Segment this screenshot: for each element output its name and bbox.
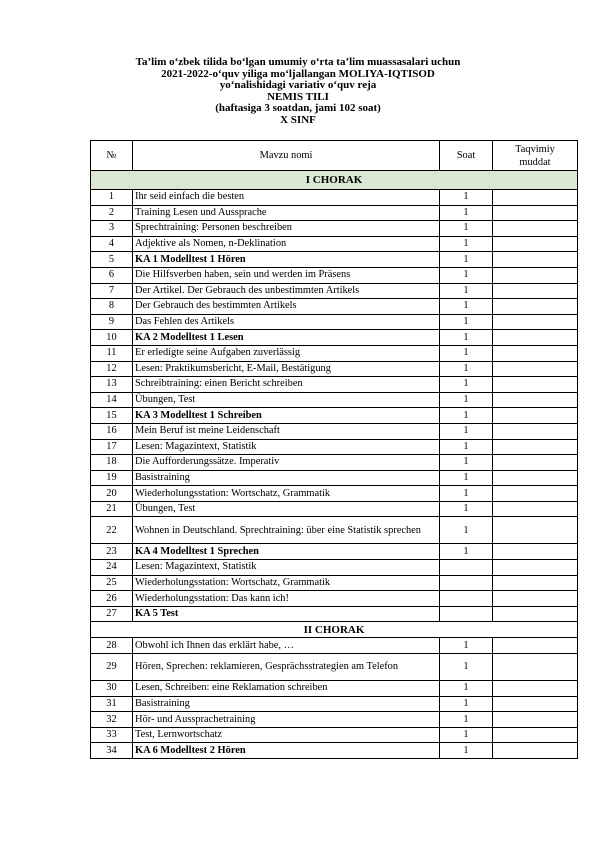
row-topic: Übungen, Test <box>133 501 440 517</box>
header-deadline-line1: Taqvimiy <box>515 143 555 155</box>
row-hours: 1 <box>440 486 493 502</box>
table-row <box>91 361 578 377</box>
table-row <box>91 190 578 206</box>
row-deadline <box>493 236 578 252</box>
table-row <box>91 560 578 576</box>
row-deadline <box>493 517 578 544</box>
table-row <box>91 575 578 591</box>
quarter-2-row <box>91 622 578 638</box>
row-deadline <box>493 606 578 622</box>
table-row <box>91 423 578 439</box>
row-number: 27 <box>91 606 133 622</box>
row-deadline <box>493 221 578 237</box>
document-header <box>0 57 596 127</box>
row-hours: 1 <box>440 501 493 517</box>
row-topic: Wiederholungsstation: Wortschatz, Grammatik <box>133 486 440 502</box>
row-topic: Sprechtraining: Personen beschreiben <box>133 221 440 237</box>
row-hours: 1 <box>440 267 493 283</box>
row-hours: 1 <box>440 330 493 346</box>
table-row <box>91 501 578 517</box>
row-deadline <box>493 330 578 346</box>
row-deadline <box>493 392 578 408</box>
row-deadline <box>493 560 578 576</box>
curriculum-table <box>90 140 578 759</box>
row-number: 19 <box>91 470 133 486</box>
row-number: 4 <box>91 236 133 252</box>
row-topic: Basistraining <box>133 470 440 486</box>
row-hours: 1 <box>440 654 493 681</box>
row-topic: Die Aufforderungssätze. Imperativ <box>133 455 440 471</box>
row-deadline <box>493 455 578 471</box>
table-row <box>91 267 578 283</box>
row-deadline <box>493 252 578 268</box>
row-deadline <box>493 408 578 424</box>
table-row <box>91 283 578 299</box>
row-hours <box>440 560 493 576</box>
row-topic: Lesen, Schreiben: eine Reklamation schreiben <box>133 681 440 697</box>
header-hours-col: Soat <box>440 141 493 171</box>
row-topic: Wiederholungsstation: Das kann ich! <box>133 591 440 607</box>
table-row <box>91 638 578 654</box>
table-row <box>91 712 578 728</box>
row-topic: Lesen: Magazintext, Statistik <box>133 439 440 455</box>
row-hours: 1 <box>440 470 493 486</box>
row-number: 17 <box>91 439 133 455</box>
row-number: 22 <box>91 517 133 544</box>
row-deadline <box>493 544 578 560</box>
row-number: 25 <box>91 575 133 591</box>
row-number: 7 <box>91 283 133 299</box>
row-deadline <box>493 361 578 377</box>
header-deadline-line2: muddat <box>519 156 551 168</box>
header-hours: (haftasiga 3 soatdan, jami 102 soat) <box>215 102 381 115</box>
header-line-1: Ta’lim o‘zbek tilida bo‘lgan umumiy o‘rta ta’lim muassasalari uchun <box>135 56 461 68</box>
row-hours: 1 <box>440 314 493 330</box>
row-topic: Er erledigte seine Aufgaben zuverlässig <box>133 345 440 361</box>
quarter-1-label: I CHORAK <box>91 171 578 190</box>
row-deadline <box>493 439 578 455</box>
row-hours: 1 <box>440 517 493 544</box>
row-hours: 1 <box>440 743 493 759</box>
row-hours: 1 <box>440 408 493 424</box>
row-number: 13 <box>91 377 133 393</box>
row-number: 14 <box>91 392 133 408</box>
table-row <box>91 681 578 697</box>
table-header-row <box>91 141 578 171</box>
row-number: 6 <box>91 267 133 283</box>
row-number: 11 <box>91 345 133 361</box>
header-deadline <box>493 141 578 171</box>
row-deadline <box>493 267 578 283</box>
table-row <box>91 439 578 455</box>
row-number: 26 <box>91 591 133 607</box>
header-topic: Mavzu nomi <box>133 141 440 171</box>
row-number: 15 <box>91 408 133 424</box>
row-hours: 1 <box>440 190 493 206</box>
row-topic: Test, Lernwortschatz <box>133 727 440 743</box>
row-topic: Lesen: Magazintext, Statistik <box>133 560 440 576</box>
table-row <box>91 299 578 315</box>
table-row <box>91 205 578 221</box>
row-hours: 1 <box>440 681 493 697</box>
row-number: 31 <box>91 696 133 712</box>
row-hours: 1 <box>440 236 493 252</box>
row-deadline <box>493 696 578 712</box>
row-number: 34 <box>91 743 133 759</box>
row-number: 30 <box>91 681 133 697</box>
row-hours: 1 <box>440 423 493 439</box>
row-number: 29 <box>91 654 133 681</box>
row-deadline <box>493 727 578 743</box>
table-row <box>91 470 578 486</box>
row-number: 33 <box>91 727 133 743</box>
row-topic: Training Lesen und Aussprache <box>133 205 440 221</box>
row-topic: Lesen: Praktikumsbericht, E-Mail, Bestätigung <box>133 361 440 377</box>
row-number: 20 <box>91 486 133 502</box>
row-topic: Mein Beruf ist meine Leidenschaft <box>133 423 440 439</box>
row-deadline <box>493 283 578 299</box>
header-line-2: 2021-2022-o‘quv yiliga mo‘ljallangan MOLIYA-IQTISOD <box>161 67 435 80</box>
row-hours: 1 <box>440 345 493 361</box>
table-row <box>91 486 578 502</box>
row-number: 21 <box>91 501 133 517</box>
row-number: 5 <box>91 252 133 268</box>
quarter-2-label: II CHORAK <box>91 622 578 638</box>
row-hours: 1 <box>440 727 493 743</box>
row-deadline <box>493 743 578 759</box>
table-row <box>91 330 578 346</box>
row-topic: Hör- und Aussprachetraining <box>133 712 440 728</box>
row-topic: Die Hilfsverben haben, sein und werden im Präsens <box>133 267 440 283</box>
row-hours: 1 <box>440 361 493 377</box>
table-row <box>91 314 578 330</box>
row-topic: Das Fehlen des Artikels <box>133 314 440 330</box>
row-deadline <box>493 501 578 517</box>
row-topic: Der Artikel. Der Gebrauch des unbestimmten Artikels <box>133 283 440 299</box>
row-topic: Übungen, Test <box>133 392 440 408</box>
row-deadline <box>493 486 578 502</box>
row-number: 16 <box>91 423 133 439</box>
row-hours: 1 <box>440 377 493 393</box>
row-topic: Ihr seid einfach die besten <box>133 190 440 206</box>
row-topic: Wiederholungsstation: Wortschatz, Grammatik <box>133 575 440 591</box>
table-row <box>91 591 578 607</box>
row-number: 2 <box>91 205 133 221</box>
row-deadline <box>493 712 578 728</box>
row-deadline <box>493 299 578 315</box>
row-deadline <box>493 575 578 591</box>
table-row <box>91 408 578 424</box>
table-row <box>91 517 578 544</box>
row-hours: 1 <box>440 205 493 221</box>
row-deadline <box>493 591 578 607</box>
table-row <box>91 377 578 393</box>
row-topic: Basistraining <box>133 696 440 712</box>
row-number: 18 <box>91 455 133 471</box>
row-deadline <box>493 205 578 221</box>
row-hours: 1 <box>440 221 493 237</box>
row-topic: KA 5 Test <box>133 606 440 622</box>
row-hours <box>440 606 493 622</box>
quarter-1-row <box>91 171 578 190</box>
row-deadline <box>493 681 578 697</box>
table-row <box>91 392 578 408</box>
row-hours: 1 <box>440 712 493 728</box>
row-topic: Der Gebrauch des bestimmten Artikels <box>133 299 440 315</box>
row-hours: 1 <box>440 299 493 315</box>
header-subject: NEMIS TILI <box>267 90 329 103</box>
row-deadline <box>493 345 578 361</box>
table-row <box>91 221 578 237</box>
row-number: 10 <box>91 330 133 346</box>
row-topic: Obwohl ich Ihnen das erklärt habe, … <box>133 638 440 654</box>
header-grade: X SINF <box>280 113 316 126</box>
header-line-3: yo‘nalishidagi variativ o‘quv reja <box>219 79 377 92</box>
table-row <box>91 606 578 622</box>
row-topic: KA 1 Modelltest 1 Hören <box>133 252 440 268</box>
row-topic: Schreibtraining: einen Bericht schreiben <box>133 377 440 393</box>
row-deadline <box>493 654 578 681</box>
table-row <box>91 727 578 743</box>
row-topic: Hören, Sprechen: reklamieren, Gesprächsstrategien am Telefon <box>133 654 440 681</box>
row-hours: 1 <box>440 392 493 408</box>
table-row <box>91 696 578 712</box>
row-hours: 1 <box>440 439 493 455</box>
row-deadline <box>493 190 578 206</box>
header-number: № <box>91 141 133 171</box>
row-number: 23 <box>91 544 133 560</box>
row-hours <box>440 591 493 607</box>
row-deadline <box>493 423 578 439</box>
table-row <box>91 252 578 268</box>
row-deadline <box>493 314 578 330</box>
table-row <box>91 455 578 471</box>
row-hours: 1 <box>440 638 493 654</box>
row-deadline <box>493 470 578 486</box>
row-number: 24 <box>91 560 133 576</box>
row-hours: 1 <box>440 283 493 299</box>
row-hours: 1 <box>440 696 493 712</box>
row-topic: Wohnen in Deutschland. Sprechtraining: über eine Statistik sprechen <box>133 517 440 544</box>
row-number: 1 <box>91 190 133 206</box>
row-number: 8 <box>91 299 133 315</box>
row-number: 28 <box>91 638 133 654</box>
row-number: 12 <box>91 361 133 377</box>
row-hours <box>440 575 493 591</box>
table-row <box>91 236 578 252</box>
table-row <box>91 345 578 361</box>
table-row <box>91 544 578 560</box>
row-topic: KA 6 Modelltest 2 Hören <box>133 743 440 759</box>
row-topic: KA 3 Modelltest 1 Schreiben <box>133 408 440 424</box>
row-number: 3 <box>91 221 133 237</box>
row-topic: KA 2 Modelltest 1 Lesen <box>133 330 440 346</box>
row-number: 32 <box>91 712 133 728</box>
row-topic: Adjektive als Nomen, n-Deklination <box>133 236 440 252</box>
row-deadline <box>493 638 578 654</box>
table-row <box>91 743 578 759</box>
row-hours: 1 <box>440 252 493 268</box>
row-hours: 1 <box>440 455 493 471</box>
row-number: 9 <box>91 314 133 330</box>
table-row <box>91 654 578 681</box>
row-hours: 1 <box>440 544 493 560</box>
row-topic: KA 4 Modelltest 1 Sprechen <box>133 544 440 560</box>
row-deadline <box>493 377 578 393</box>
